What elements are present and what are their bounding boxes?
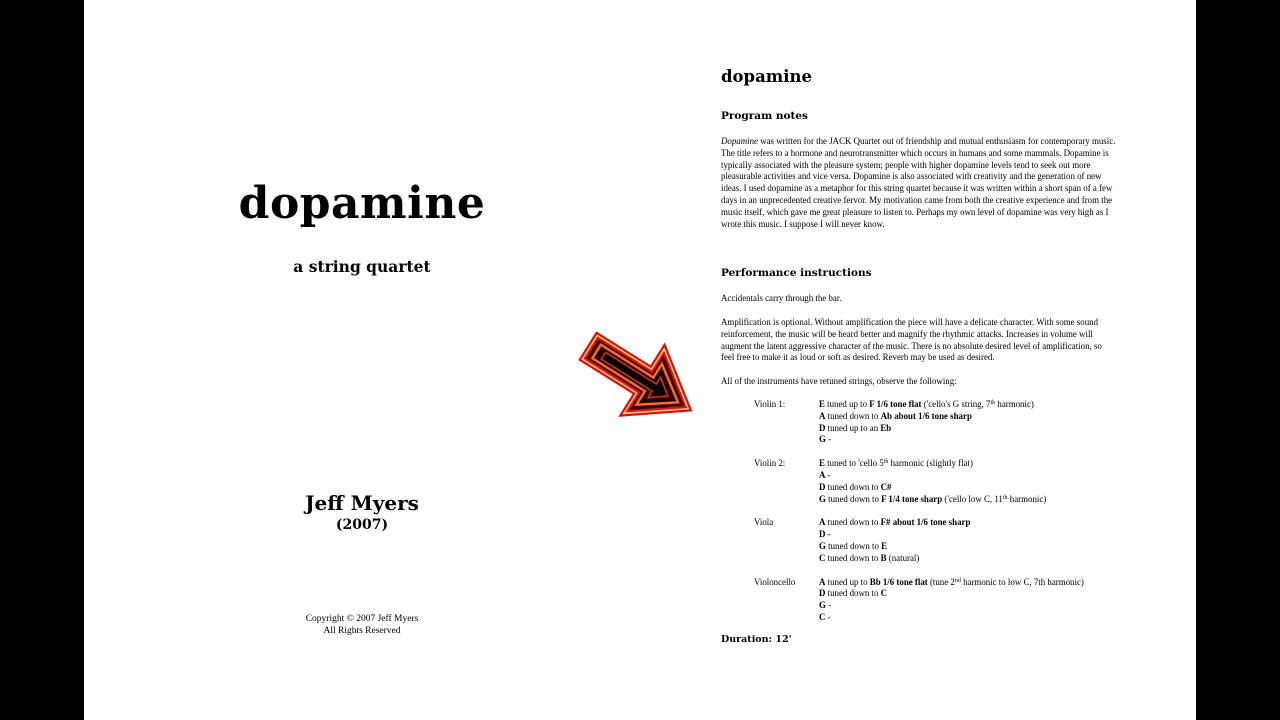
- string-line: A tuned down to F# about 1/6 tone sharp: [819, 517, 971, 528]
- program-notes-body: was written for the JACK Quartet out of friendship and mutual enthusiasm for contemporary music. The title refers to a hormone and neurotransmitter which occurs in humans and some mammals. Dopamine is typically associated with the pleasure system; people with higher dopamine levels tend to seek out more pleasurable activities and vice versa. Dopamine is also associated with creativity and the generation of new ideas. I used dopamine as a metaphor for this string quartet because it was written within a short span of a few days in an unprecedented creative fervor. My motivation came from both the creative experience and from the music itself, which gave me great pleasure to listen to. Perhaps my own level of dopamine was very high as I wrote this music. I suppose I will never know.: [721, 136, 1116, 229]
- string-line: D tuned up to an Eb: [819, 422, 892, 433]
- string-line: G tuned down to E: [819, 540, 888, 551]
- string-line: E tuned to 'cello 5th harmonic (slightly flat): [819, 458, 973, 469]
- string-line: A tuned up to Bb 1/6 tone flat (tune 2nd harmonic to low C, 7th harmonic): [819, 576, 1084, 587]
- tuning-table: [754, 399, 1134, 624]
- retuning-intro: All of the instruments have retuned strings, observe the following:: [721, 376, 957, 386]
- string-line: G -: [819, 434, 832, 445]
- instrument-row: [754, 517, 1134, 564]
- string-line: C tuned down to B (natural): [819, 552, 920, 563]
- string-line: E tuned up to F 1/6 tone flat ('cello's G string, 7th harmonic): [819, 399, 1034, 409]
- neon-arrow-icon: [575, 322, 703, 434]
- notes-title: dopamine: [721, 67, 812, 86]
- performance-heading: Performance instructions: [721, 267, 872, 279]
- instrument-row: [754, 458, 1134, 505]
- instrument-row: [754, 399, 1134, 446]
- score-spread: [84, 0, 1196, 720]
- amplification-text: Amplification is optional. Without amplification the piece will have a delicate character. With some sound reinforcement, the music will be heard better and magnify the rhythmic attacks. Increases in volume will augment the latent aggressive character of the music. There is no absolute desired level of amplification, so feel free to make it as loud or soft as desired. Reverb may be used as desired.: [721, 317, 1102, 363]
- program-notes-text: [721, 136, 1117, 230]
- composition-year: (2007): [335, 517, 389, 533]
- instrument-name: Violoncello: [754, 576, 796, 587]
- rights-line: All Rights Reserved: [323, 625, 401, 636]
- string-line: D tuned down to C: [819, 588, 888, 599]
- instrument-name: Viola: [754, 517, 774, 528]
- cover-title: dopamine: [238, 178, 486, 229]
- composer-name: Jeff Myers: [305, 491, 419, 515]
- string-line: A tuned down to Ab about 1/6 tone sharp: [819, 410, 972, 421]
- string-line: A -: [819, 469, 831, 480]
- program-notes-heading: Program notes: [721, 110, 808, 122]
- string-line: C -: [819, 611, 831, 622]
- italic-lead: Dopamine: [721, 136, 758, 146]
- string-list: [819, 577, 1084, 624]
- cover-subtitle: a string quartet: [293, 257, 431, 276]
- accidentals-text: Accidentals carry through the bar.: [721, 293, 842, 303]
- instrument-name: Violin 2:: [754, 458, 786, 469]
- string-list: [819, 399, 1034, 446]
- copyright-notice: [234, 614, 490, 637]
- string-list: [819, 517, 970, 564]
- string-line: G -: [819, 600, 832, 611]
- instrument-row: [754, 577, 1134, 624]
- string-line: D -: [819, 529, 831, 540]
- copyright-line: Copyright © 2007 Jeff Myers: [305, 614, 419, 624]
- string-list: [819, 458, 1046, 505]
- duration-label: Duration: 12': [721, 634, 792, 645]
- string-line: G tuned down to F 1/4 tone sharp ('cello low C, 11th harmonic): [819, 493, 1047, 504]
- instrument-name: Violin 1:: [754, 399, 786, 409]
- string-line: D tuned down to C#: [819, 481, 892, 492]
